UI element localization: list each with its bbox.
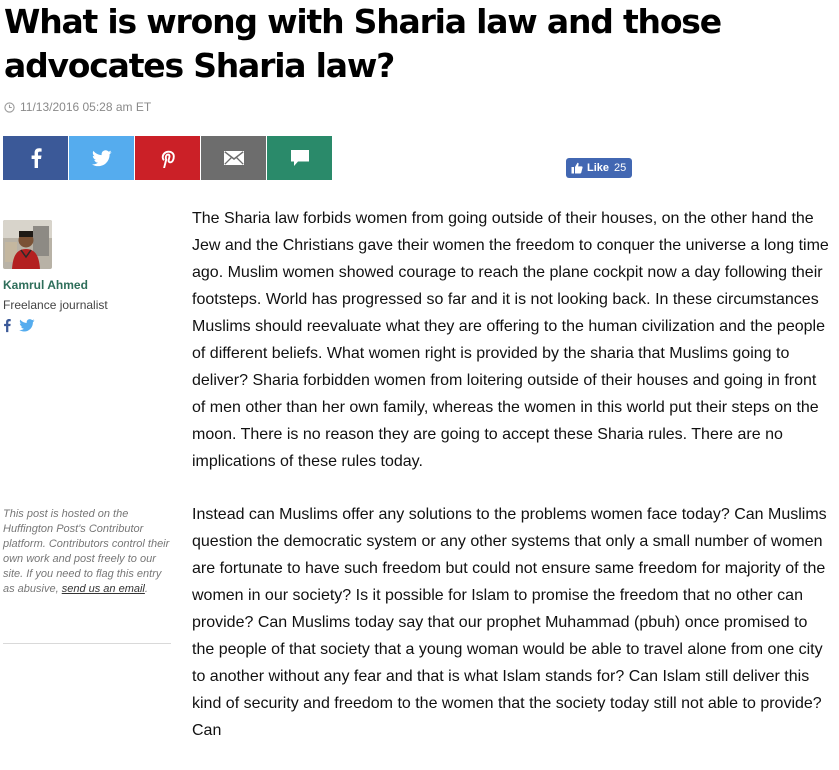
author-name[interactable]: Kamrul Ahmed [3,278,88,292]
article-paragraph: Instead can Muslims offer any solutions to the problems women face today? Can Muslims question the democratic system or any other systems that only a small number of women are fortunate to have such freedom but could not ensure same freedom for majority of the women in our society? Is it possible for Islam to promise the freedom that no other can provide? Can Muslims today say that our prophet Muhammad (pbuh) once promised to the people of that society that a young woman would be able to travel alone from one city to another without any fear and that is what Islam stands for? Can Islam still deliver this kind of security and freedom to the women that the society today still not able to provide? Can [192,506,827,739]
like-count: 25 [614,162,627,174]
article-paragraph: The Sharia law forbids women from going outside of their houses, on the other hand the Jew and the Christians gave their women the freedom to conquer the universe a long time ago. Muslim women showed courage to reach the plane cockpit now a day following their footsteps. World has progressed so far and it is not looking back. In these circumstances Muslims should reevaluate what they are offering to the human civilization and the people of different beliefs. What women right is provided by the sharia that Muslims going to deliver? Sharia forbidden women from loitering outside of their houses and going in front of men other than her own family, whereas the women in this world put their steps on the moon. There is no reason they are going to accept these Sharia rules. There are no implications of these rules today. [192,210,829,470]
facebook-icon[interactable] [3,318,11,338]
author-title: Freelance journalist [3,298,108,312]
article-headline: What is wrong with Sharia law and those advocates Sharia law? [4,2,721,85]
article-body [192,205,832,770]
contributor-disclaimer [3,507,173,597]
envelope-icon [224,151,244,165]
share-bar [3,136,333,180]
author-social-links [3,318,173,338]
author-avatar[interactable] [3,220,52,269]
share-email-button[interactable] [201,136,266,180]
facebook-like-button[interactable] [566,158,632,178]
sidebar-divider [3,643,171,644]
comment-icon [290,149,310,167]
share-pinterest-button[interactable] [135,136,200,180]
twitter-icon [92,150,112,167]
share-facebook-button[interactable] [3,136,68,180]
article-timestamp [4,99,151,115]
like-label: Like [587,162,610,174]
thumbs-up-icon [571,162,583,174]
timestamp-text: 11/13/2016 05:28 am ET [20,100,152,114]
disclaimer-end: . [144,583,148,595]
facebook-icon [30,148,42,168]
author-card [3,220,173,338]
share-comment-button[interactable] [267,136,332,180]
send-us-an-email-link[interactable]: send us an email [61,583,145,595]
disclaimer-text: This post is hosted on the Huffington Post's Contributor platform. Contributors control their own work and post freely to our site. If you need to flag this entry as abusive, [3,508,170,595]
twitter-icon[interactable] [19,319,35,337]
pinterest-icon [161,149,175,168]
share-twitter-button[interactable] [69,136,134,180]
clock-icon [4,102,15,113]
